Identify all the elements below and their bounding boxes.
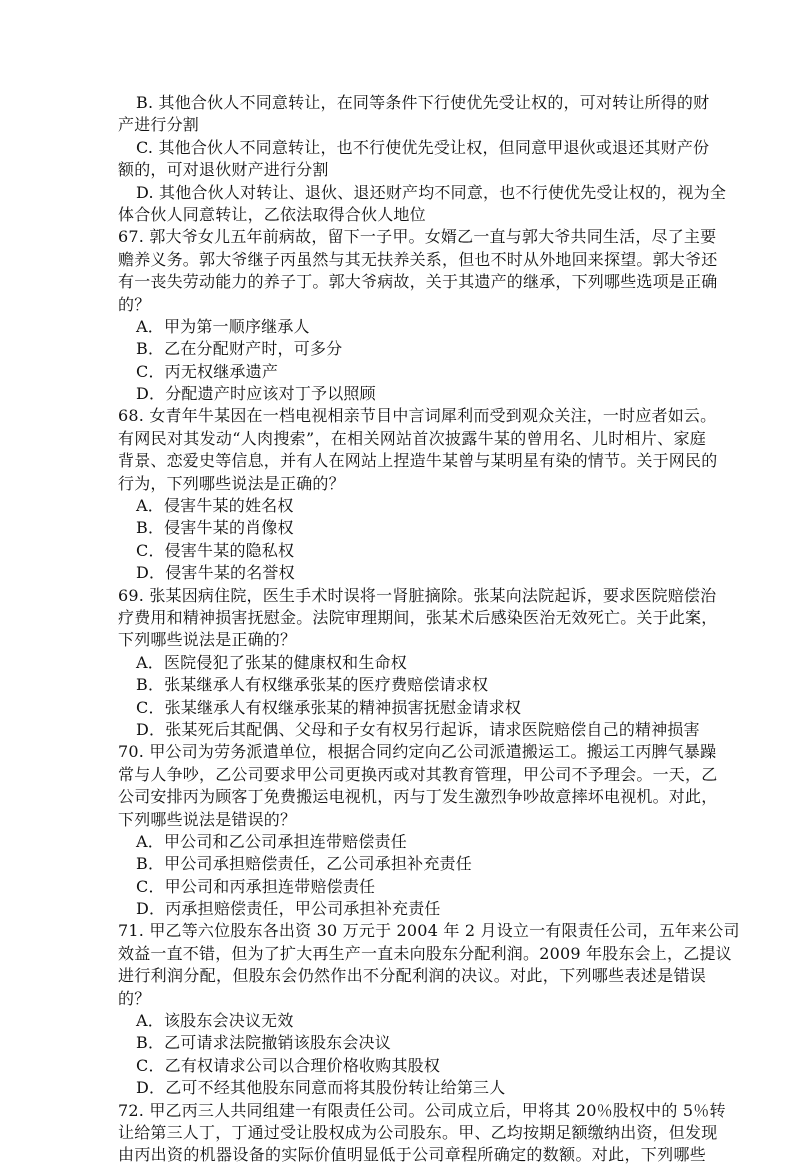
answer-option: D．张某死后其配偶、父母和子女有权另行起诉，请求医院赔偿自己的精神损害 [136,719,700,739]
answer-option: A．侵害牛某的姓名权 [136,496,294,516]
question-text-line: 有网民对其发动“人肉搜索”，在相关网站首次披露牛某的曾用名、儿时相片、家庭 [118,428,706,448]
question-text-line: 67. 郭大爷女儿五年前病故，留下一子甲。女婿乙一直与郭大爷共同生活，尽了主要 [118,227,717,247]
answer-option: B．侵害牛某的肖像权 [136,518,294,538]
answer-option: B．张某继承人有权继承张某的医疗费赔偿请求权 [136,675,489,695]
question-text-line: 下列哪些说法是错误的？ [118,809,297,829]
answer-option-continuation: 体合伙人同意转让，乙依法取得合伙人地位 [118,204,426,224]
question-text-line: 常与人争吵，乙公司要求甲公司更换丙或对其教育管理，甲公司不予理会。一天，乙 [118,764,718,784]
answer-option: B．乙在分配财产时，可多分 [136,339,343,359]
question-text-line: 72. 甲乙丙三人共同组建一有限责任公司。公司成立后，甲将其 20％股权中的 5％转 [118,1100,726,1120]
question-text-line: 70. 甲公司为劳务派遣单位，根据合同约定向乙公司派遣搬运工。搬运工丙脾气暴躁 [118,742,717,762]
answer-option-continuation: 额的，可对退伙财产进行分割 [118,160,329,180]
answer-option-continuation: 产进行分割 [118,115,200,135]
answer-option: C．张某继承人有权继承张某的精神损害抚慰金请求权 [136,697,522,717]
document-body [118,92,740,1167]
answer-option: D．丙承担赔偿责任，甲公司承担补充责任 [136,899,441,919]
answer-option: C．甲公司和丙承担连带赔偿责任 [136,876,376,896]
question-text-line: 71. 甲乙等六位股东各出资 30 万元于 2004 年 2 月设立一有限责任公司，五年来公司 [118,921,740,941]
question-text-line: 的？ [118,294,151,314]
answer-option: C．侵害牛某的隐私权 [136,540,295,560]
question-text-line: 68. 女青年牛某因在一档电视相亲节目中言词犀利而受到观众关注，一时应者如云。 [118,406,717,426]
question-text-line: 背景、恋爱史等信息，并有人在网站上捏造牛某曾与某明星有染的情节。关于网民的 [118,451,718,471]
question-text-line: 疗费用和精神损害抚慰金。法院审理期间，张某术后感染医治无效死亡。关于此案， [118,607,718,627]
question-text-line: 由丙出资的机器设备的实际价值明显低于公司章程所确定的数额。对此，下列哪些 [118,1145,706,1165]
answer-option: C. 其他合伙人不同意转让，也不行使优先受让权，但同意甲退伙或退还其财产份 [136,137,710,157]
question-text-line: 进行利润分配，但股东会仍然作出不分配利润的决议。对此，下列哪些表述是错误 [118,966,706,986]
answer-option: B. 其他合伙人不同意转让，在同等条件下行使优先受让权的，可对转让所得的财 [136,93,710,112]
question-text-line: 下列哪些说法是正确的？ [118,630,297,650]
answer-option: D．乙可不经其他股东同意而将其股份转让给第三人 [136,1078,506,1098]
answer-option: B．甲公司承担赔偿责任，乙公司承担补充责任 [136,854,472,874]
question-text-line: 赡养义务。郭大爷继子丙虽然与其无扶养关系，但也不时从外地回来探望。郭大爷还 [118,249,718,269]
question-text-line: 效益一直不错，但为了扩大再生产一直未向股东分配利润。2009 年股东会上，乙提议 [118,943,732,963]
answer-option: A．该股东会决议无效 [136,1011,294,1031]
answer-option: A．甲为第一顺序继承人 [136,316,310,336]
question-text-line: 69. 张某因病住院，医生手术时误将一肾脏摘除。张某向法院起诉，要求医院赔偿治 [118,585,717,605]
answer-option: C．乙有权请求公司以合理价格收购其股权 [136,1055,441,1075]
answer-option: D. 其他合伙人对转让、退伙、退还财产均不同意，也不行使优先受让权的，视为全 [136,182,727,202]
answer-option: C．丙无权继承遗产 [136,361,279,381]
answer-option: A．甲公司和乙公司承担连带赔偿责任 [136,831,407,851]
question-text-line: 行为，下列哪些说法是正确的？ [118,473,345,493]
question-text-line: 让给第三人丁，丁通过受让股权成为公司股东。甲、乙均按期足额缴纳出资，但发现 [118,1122,718,1142]
question-text-line: 的？ [118,988,151,1008]
question-text-line: 有一丧失劳动能力的养子丁。郭大爷病故，关于其遗产的继承，下列哪些选项是正确 [118,272,718,292]
question-text-line: 公司安排丙为顾客丁免费搬运电视机，丙与丁发生激烈争吵故意摔坏电视机。对此， [118,787,718,807]
answer-option: B．乙可请求法院撤销该股东会决议 [136,1033,391,1053]
answer-option: D．分配遗产时应该对丁予以照顾 [136,384,376,404]
answer-option: A．医院侵犯了张某的健康权和生命权 [136,652,407,672]
answer-option: D．侵害牛某的名誉权 [136,563,295,583]
